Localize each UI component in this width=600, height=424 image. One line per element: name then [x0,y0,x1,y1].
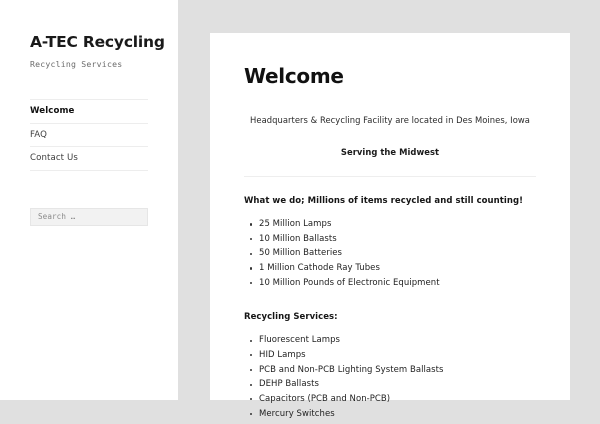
section-divider [244,176,536,177]
serving-the-midwest-line: Serving the Midwest [340,146,440,157]
content-column [210,0,600,419]
site-title: A-TEC Recycling [30,33,165,51]
page-title: Welcome [244,64,344,88]
what-we-do-heading: What we do; Millions of items recycled and still counting! [244,196,523,207]
list-item: 10 Million Pounds of Electronic Equipment [259,279,536,294]
sidebar-item-contact-us[interactable]: Contact Us [30,146,148,171]
sidebar [0,0,178,400]
search-input[interactable] [30,208,148,226]
content-panel [210,33,570,419]
list-item: Mercury Switches [259,410,536,424]
site-tagline: Recycling Services [30,58,123,69]
list-item: PCB and Non-PCB Lighting System Ballasts [259,366,536,381]
list-item: 25 Million Lamps [259,220,536,235]
recycling-services-heading: Recycling Services: [244,312,338,323]
list-item: Fluorescent Lamps [259,336,536,351]
search-container [30,204,148,226]
what-we-do-list [244,220,536,293]
list-item: DEHP Ballasts [259,380,536,395]
sidebar-item-welcome[interactable]: Welcome [30,99,148,123]
list-item: 10 Million Ballasts [259,235,536,250]
list-item: Capacitors (PCB and Non-PCB) [259,395,536,410]
list-item: 50 Million Batteries [259,249,536,264]
headquarters-line: Headquarters & Recycling Facility are located in Des Moines, Iowa [250,115,530,125]
layout-gutter [178,0,210,400]
list-item: HID Lamps [259,351,536,366]
primary-navigation [30,99,148,171]
list-item: 1 Million Cathode Ray Tubes [259,264,536,279]
sidebar-item-faq[interactable]: FAQ [30,123,148,147]
recycling-services-list [244,336,536,424]
